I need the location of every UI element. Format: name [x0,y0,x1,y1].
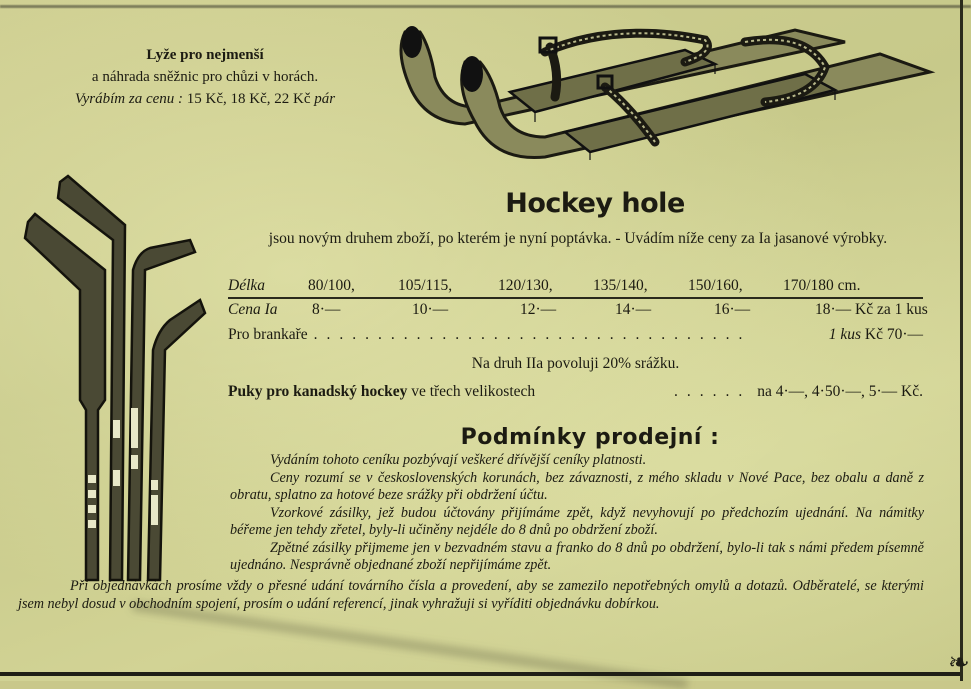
conditions-paragraph: Vydáním tohoto ceníku pozbývají veškeré dřívější ceníky platnosti. [270,452,647,468]
conditions-title: Podmínky prodejní : [460,425,720,450]
goalie-price-line [228,326,923,344]
price-cell: 14·— [615,301,652,318]
goalie-label: Pro brankaře [228,326,308,343]
length-cell: 170/180 cm. [783,277,861,294]
corner-ornament-icon: ❧ [948,648,970,677]
length-cell: 120/130, [498,277,553,294]
hockey-sticks-illustration-icon [10,170,210,585]
conditions-text [230,452,924,575]
length-cell: 105/115, [398,277,453,294]
discount-note: Na druh IIa povoluji 20% srážku. [471,355,680,372]
price-cell: 16·— [714,301,751,318]
length-row [228,275,923,299]
price-cell: 18·— Kč za 1 kus [815,301,928,318]
price-cell: 8·— [312,301,341,318]
pucks-price-line [228,383,923,401]
top-border [0,5,971,8]
ski-unit: pár [314,91,336,107]
pucks-label: Puky pro kanadský hockey [228,383,408,400]
right-border [960,0,963,681]
ordering-note [18,578,924,613]
hockey-title: Hockey hole [505,188,685,219]
pucks-prices: na 4·—, 4·50·—, 5·— Kč. [757,383,923,400]
goalie-qty: 1 kus [828,326,861,343]
length-cell: 135/140, [593,277,648,294]
ski-prices: 15 Kč, 18 Kč, 22 Kč [186,91,311,107]
length-cell: 80/100, [308,277,355,294]
length-label: Délka [228,277,266,294]
price-cell: 10·— [412,301,449,318]
hockey-price-table [228,275,928,321]
conditions-paragraph: Ceny rozumí se v československých korunách, bez závaznosti, z mého skladu v Nové Pace, bez obalu a daně z obratu, splatno za hotové beze srážky při obdržení účtu. [230,469,924,503]
price-cell: 12·— [520,301,557,318]
hockey-intro: jsou novým druhem zboží, po kterém je nyní poptávka. - Uvádím níže ceny za Ia jasanové výrobky. [268,230,888,247]
ski-ad-caption [40,44,370,110]
price-row [228,299,928,321]
goalie-price: Kč 70·— [864,326,923,343]
pucks-label-rest: ve třech velikostech [407,383,536,400]
price-label: Cena Ia [228,301,278,318]
ski-price-label: Vyrábím za cenu : [74,91,184,107]
skis-illustration-icon [385,12,940,162]
bottom-border [0,672,960,676]
conditions-paragraph: Vzorkové zásilky, jež budou účtovány přijímáme zpět, když nevyhovují po předchozím ujednání. Na námitky béřeme jen tehdy zřetel, byly-li učiněny nejdéle do 8 dnů po obdržení zboží. [230,504,924,538]
length-cell: 150/160, [688,277,743,294]
leader-dots: ...... [674,383,752,400]
conditions-paragraph: Při objednávkách prosíme vždy o přesné udání továrního čísla a provedení, aby se zamezilo nepotřebných omylů a dotazů. Odběratelé, se kterými jsem nebyl dosud v obchodním spojení, prosím o udání referencí, jinak vyhražuji si vyříditi objednávku dobírkou. [18,578,924,612]
ski-title: Lyže pro nejmenší [146,47,264,63]
ski-prices-line [40,88,370,110]
conditions-paragraph: Zpětné zásilky přijmeme jen v bezvadném stavu a franko do 8 dnů po obdržení, bylo-li tak s námi předem písemně ujednáno. Nesprávně objednané zboží nepřijímáme zpět. [230,539,924,573]
leader-dots: .................................. [313,326,752,343]
ski-subtitle: a náhrada sněžnic pro chůzi v horách. [91,69,319,85]
